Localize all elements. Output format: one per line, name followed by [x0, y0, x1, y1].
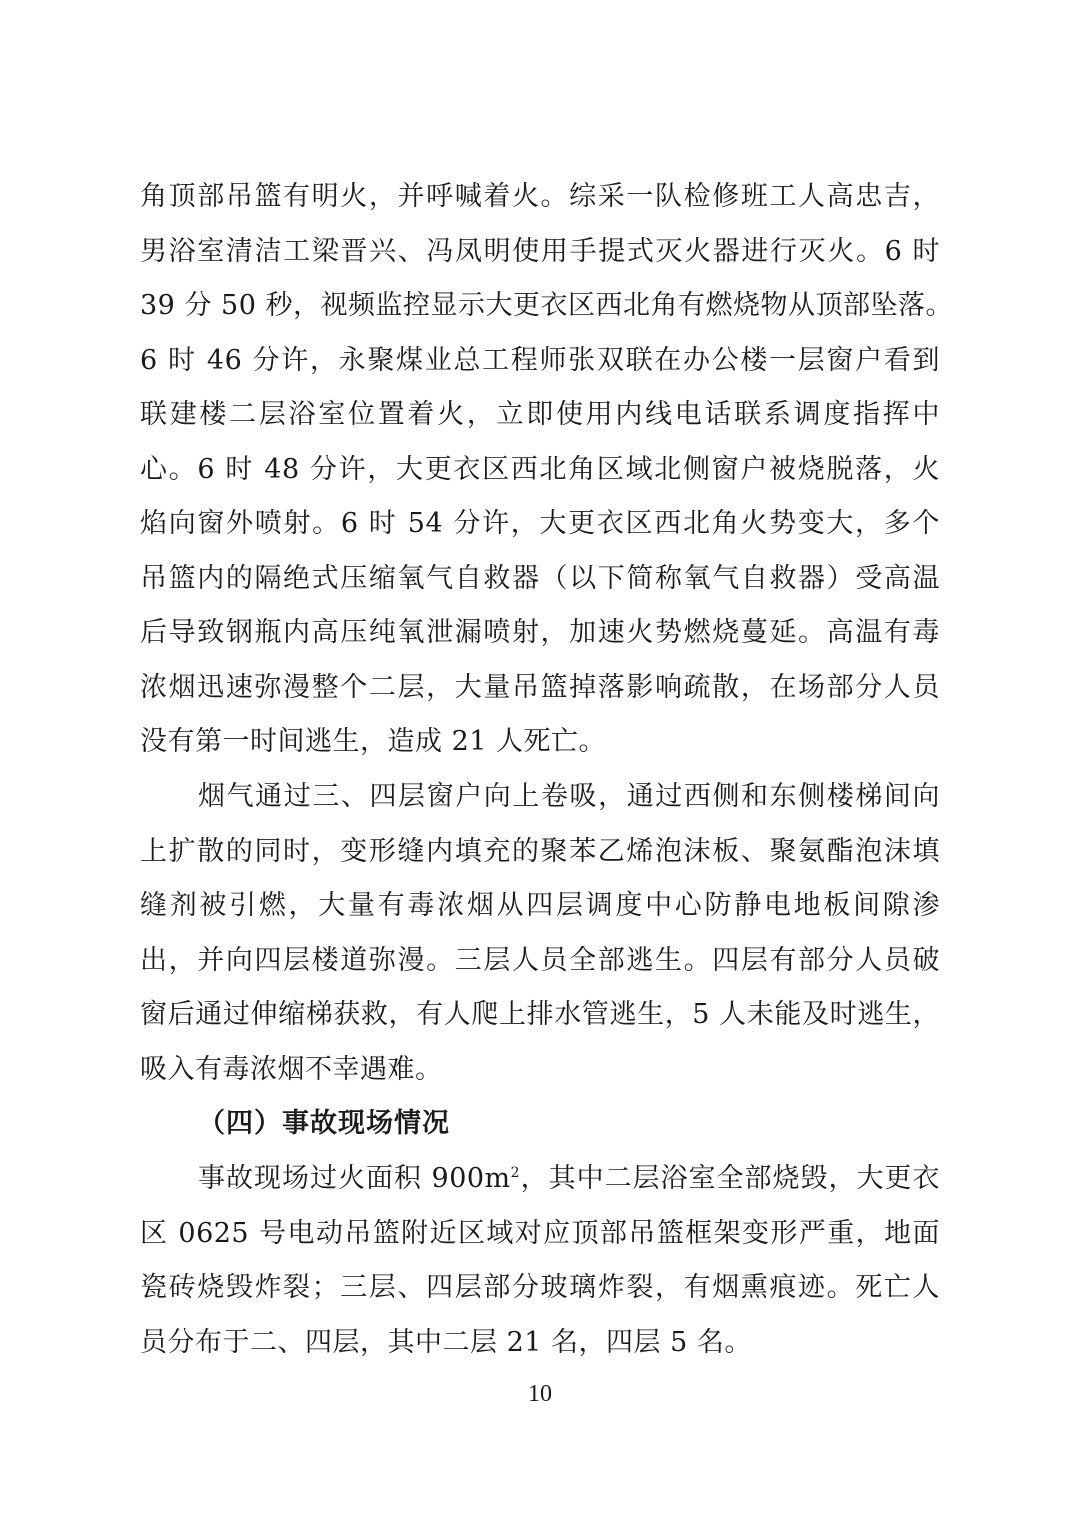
paragraph-1-line: 联建楼二层浴室位置着火，立即使用内线电话联系调度指挥中	[140, 399, 940, 430]
paragraph-3-text: 事故现场过火面积 900m	[198, 1163, 511, 1194]
paragraph-1	[140, 170, 953, 770]
paragraph-2-line: 出，并向四层楼道弥漫。三层人员全部逃生。四层有部分人员破	[140, 944, 940, 976]
paragraph-3-line: 员分布于二、四层，其中二层 21 名，四层 5 名。	[140, 1326, 752, 1358]
paragraph-1-line: 浓烟迅速弥漫整个二层，大量吊篮掉落影响疏散，在场部分人员	[140, 671, 940, 703]
paragraph-1-line: 心。6 时 48 分许，大更衣区西北角区域北侧窗户被烧脱落，火	[140, 453, 940, 485]
paragraph-1-line: 吊篮内的隔绝式压缩氧气自救器（以下简称氧气自救器）受高温	[140, 562, 940, 594]
paragraph-1-line: 39 分 50 秒，视频监控显示大更衣区西北角有燃烧物从顶部坠落。	[140, 290, 953, 321]
section-heading: （四）事故现场情况	[198, 1108, 450, 1139]
paragraph-1-line: 焰向窗外喷射。6 时 54 分许，大更衣区西北角火势变大，多个	[140, 508, 940, 539]
paragraph-1-line: 后导致钢瓶内高压纯氧泄漏喷射，加速火势燃烧蔓延。高温有毒	[140, 617, 940, 648]
paragraph-3-line: 区 0625 号电动吊篮附近区域对应顶部吊篮框架变形严重，地面	[140, 1217, 940, 1249]
paragraph-2-line: 吸入有毒浓烟不幸遇难。	[140, 1053, 443, 1085]
paragraph-1-line: 男浴室清洁工梁晋兴、冯凤明使用手提式灭火器进行灭火。6 时	[140, 235, 940, 267]
paragraph-2-line: 缝剂被引燃，大量有毒浓烟从四层调度中心防静电地板间隙渗	[140, 890, 940, 921]
paragraph-2-line: 上扩散的同时，变形缝内填充的聚苯乙烯泡沫板、聚氨酯泡沫填	[140, 835, 940, 867]
paragraph-3-text: ，其中二层浴室全部烧毁，大更衣	[520, 1163, 940, 1194]
paragraph-3-line: 瓷砖烧毁炸裂；三层、四层部分玻璃炸裂，有烟熏痕迹。死亡人	[140, 1272, 940, 1303]
paragraph-2	[140, 770, 940, 1097]
paragraph-3	[140, 1152, 940, 1370]
paragraph-3-line	[140, 1152, 940, 1207]
paragraph-1-line: 6 时 46 分许，永聚煤业总工程师张双联在办公楼一层窗户看到	[140, 344, 940, 376]
page-number: 10	[528, 1381, 552, 1407]
paragraph-1-line: 角顶部吊篮有明火，并呼喊着火。综采一队检修班工人高忠吉，	[140, 181, 940, 212]
paragraph-2-line: 烟气通过三、四层窗户向上卷吸，通过西侧和东侧楼梯间向	[198, 781, 940, 812]
superscript-two: 2	[510, 1165, 521, 1181]
paragraph-1-line: 没有第一时间逃生，造成 21 人死亡。	[140, 726, 607, 757]
paragraph-2-line: 窗后通过伸缩梯获救，有人爬上排水管逃生，5 人未能及时逃生，	[140, 999, 940, 1030]
